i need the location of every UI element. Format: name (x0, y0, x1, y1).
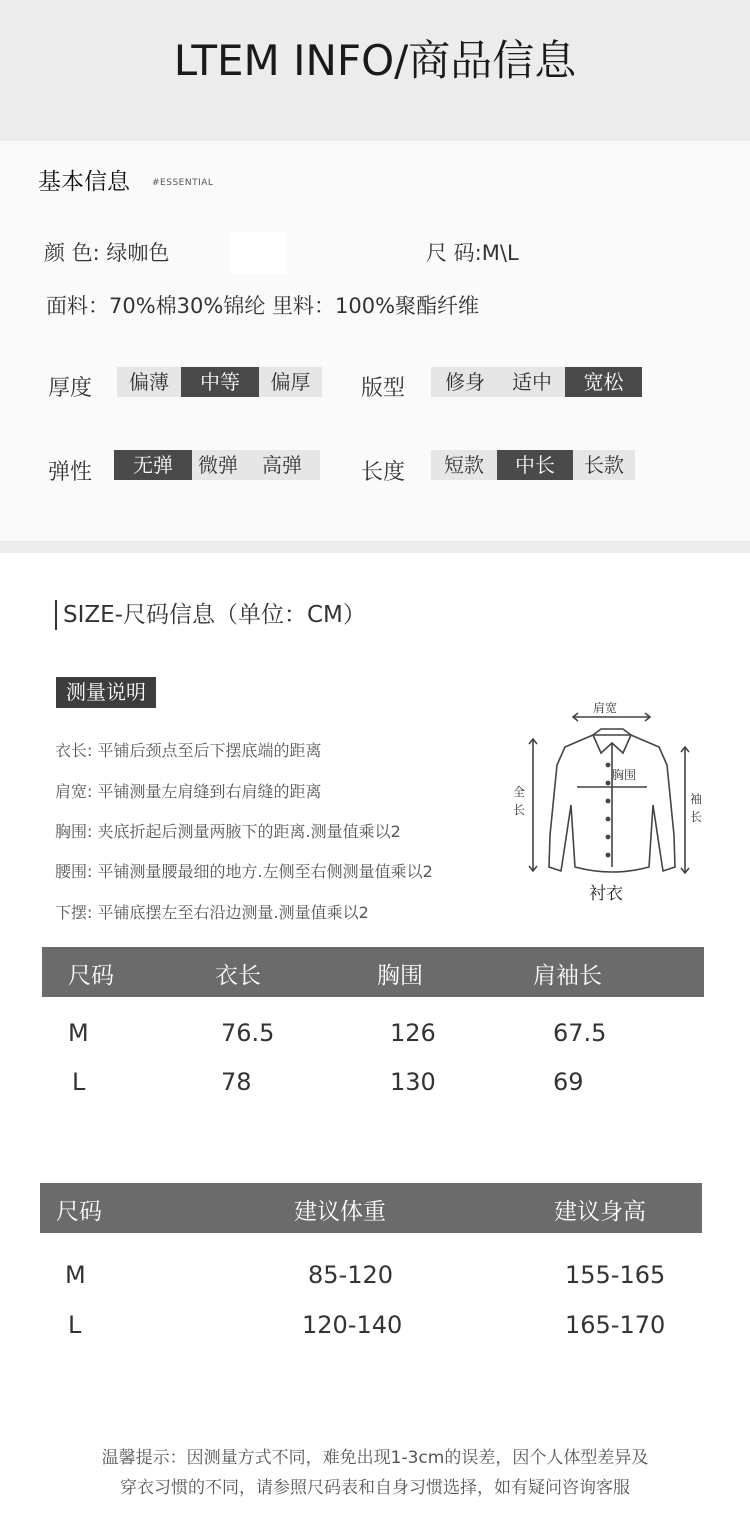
option-mid-length-selected: 中长 (497, 450, 573, 480)
table-row: L (72, 1068, 86, 1096)
basic-info-section (0, 141, 750, 541)
diagram-label-shoulder: 肩宽 (593, 701, 618, 715)
measure-line-hem: 下摆: 平铺底摆左至右沿边测量.测量值乘以2 (55, 903, 369, 922)
color-swatch (230, 232, 286, 274)
option-short: 短款 (431, 450, 497, 480)
fit-table-header-weight: 建议体重 (294, 1199, 386, 1225)
fit-table-header (40, 1183, 702, 1233)
fit-table-header-size: 尺码 (56, 1199, 102, 1225)
attr-label-length: 长度 (361, 460, 406, 485)
page-title: LTEM INFO/商品信息 (173, 36, 577, 85)
size-table-header-sleeve: 肩袖长 (533, 963, 602, 989)
diagram-caption: 衬衣 (589, 884, 623, 904)
measure-line-length: 衣长: 平铺后颈点至后下摆底端的距离 (55, 741, 322, 760)
measure-line-chest: 胸围: 夹底折起后测量两腋下的距离.测量值乘以2 (55, 822, 401, 841)
tip-line-2: 穿衣习惯的不同，请参照尺码表和自身习惯选择，如有疑问咨询客服 (120, 1478, 630, 1498)
table-cell: 69 (553, 1068, 584, 1096)
table-cell: 67.5 (553, 1019, 607, 1047)
diagram-label-chest: 胸围 (612, 768, 637, 782)
table-cell: 76.5 (221, 1019, 275, 1047)
size-section-title: SIZE-尺码信息（单位：CM） (55, 600, 366, 630)
table-row: L (68, 1311, 82, 1339)
measure-badge: 测量说明 (56, 677, 156, 708)
diagram-label-sleeve-1: 袖 (690, 792, 703, 806)
size-table-header (42, 947, 704, 997)
basic-info-title: 基本信息 (38, 169, 130, 195)
section-divider (0, 541, 750, 553)
option-medium-selected: 中等 (181, 367, 259, 397)
table-cell: 126 (390, 1019, 436, 1047)
attr-label-fit: 版型 (361, 376, 406, 401)
table-cell: 120-140 (302, 1311, 403, 1339)
size-table-header-length: 衣长 (215, 963, 261, 989)
table-cell: 130 (390, 1068, 436, 1096)
diagram-label-length-2: 长 (513, 803, 526, 817)
option-thin: 偏薄 (117, 367, 181, 397)
size-line: 尺 码:M\L (426, 241, 519, 265)
option-slight-stretch: 微弹 (192, 450, 244, 480)
page-header (0, 0, 750, 141)
option-slim: 修身 (431, 367, 499, 397)
option-long: 长款 (573, 450, 635, 480)
measure-line-waist: 腰围: 平铺测量腰最细的地方.左侧至右侧测量值乘以2 (55, 862, 433, 881)
size-table-header-size: 尺码 (68, 963, 114, 989)
diagram-label-sleeve-2: 长 (690, 810, 703, 824)
option-loose-selected: 宽松 (565, 367, 642, 397)
table-cell: 78 (221, 1068, 252, 1096)
color-line: 颜 色: 绿咖色 (44, 241, 170, 265)
fabric-line: 面料：70%棉30%锦纶 里料：100%聚酯纤维 (46, 294, 480, 318)
attr-label-stretch: 弹性 (48, 460, 93, 485)
table-row: M (65, 1261, 86, 1289)
attr-options-stretch (114, 450, 320, 480)
option-no-stretch-selected: 无弹 (114, 450, 192, 480)
fit-table-header-height: 建议身高 (554, 1199, 646, 1225)
size-table-header-chest: 胸围 (377, 963, 423, 989)
attr-options-length (431, 450, 635, 480)
attr-label-thickness: 厚度 (48, 376, 93, 401)
measure-line-shoulder: 肩宽: 平铺测量左肩缝到右肩缝的距离 (55, 782, 322, 801)
option-high-stretch: 高弹 (244, 450, 320, 480)
basic-info-subtitle: #ESSENTIAL (152, 178, 214, 188)
table-row: M (68, 1019, 89, 1047)
attr-options-thickness (117, 367, 322, 397)
option-thick: 偏厚 (259, 367, 322, 397)
table-cell: 85-120 (308, 1261, 394, 1289)
shirt-diagram (505, 695, 720, 910)
diagram-label-length-1: 全 (513, 785, 526, 799)
tip-line-1: 温馨提示：因测量方式不同，难免出现1-3cm的误差，因个人体型差异及 (101, 1448, 649, 1468)
option-regular: 适中 (499, 367, 565, 397)
table-cell: 155-165 (565, 1261, 666, 1289)
attr-options-fit (431, 367, 642, 397)
table-cell: 165-170 (565, 1311, 666, 1339)
